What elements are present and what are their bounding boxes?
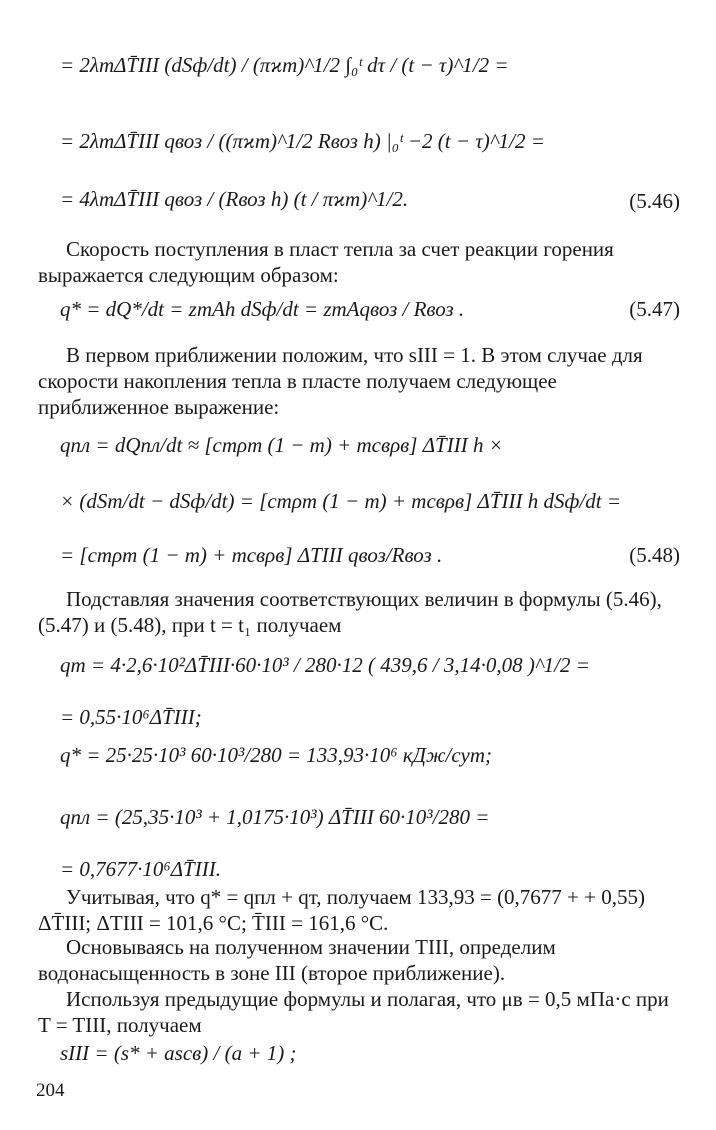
paragraph-water-saturation: Основываясь на полученном значении TIII, определим водонасыщенность в зоне III (второе приближение).: [38, 935, 556, 985]
paragraph-substitution: Подставляя значения соответствующих величин в формулы (5.46), (5.47) и (5.48), при t = t₁ получаем: [38, 587, 662, 637]
paragraph-heat-inflow: Скорость поступления в пласт тепла за счет реакции горения выражается следующим образом:: [38, 237, 614, 287]
paragraph-viscosity: Используя предыдущие формулы и полагая, что μв = 0,5 мПа·с при T = TIII, получаем: [38, 987, 669, 1037]
calc-qpl-result: = 0,7677·10⁶ΔT̄III.: [60, 857, 221, 881]
equation-5-46-line-1: = 2λтΔT̄III (dSф/dt) / (πϰт)^1/2 ∫₀ᵗ dτ / (t − τ)^1/2 =: [60, 53, 509, 77]
equation-5-48-line-2: × (dSт/dt − dSф/dt) = [cтρт (1 − m) + mcвρв] ΔT̄III h dSф/dt =: [60, 489, 622, 513]
calc-qt-result: = 0,55·10⁶ΔT̄III;: [60, 705, 202, 729]
calc-qpl: qпл = (25,35·10³ + 1,0175·10³) ΔT̄III 60·10³/280 =: [60, 805, 490, 829]
paragraph-balance-result: Учитывая, что q* = qпл + qт, получаем 133,93 = (0,7677 + + 0,55) ΔT̄III; ΔTIII = 101,6 °С; T̄III = 161,6 °С.: [38, 885, 645, 935]
equation-number-5-48: (5.48): [629, 543, 680, 567]
equation-5-48-line-1: qпл = dQпл/dt ≈ [cтρт (1 − m) + mcвρв] ΔT̄III h ×: [60, 433, 503, 457]
equation-s-III: sIII = (s* + ascв) / (a + 1) ;: [60, 1041, 297, 1065]
page-number: 204: [36, 1080, 65, 1101]
calc-q-star: q* = 25·25·10³ 60·10³/280 = 133,93·10⁶ кДж/сут;: [60, 743, 493, 767]
equation-5-46-line-2: = 2λтΔT̄III qвоз / ((πϰт)^1/2 Rвоз h) |₀ᵗ −2 (t − τ)^1/2 =: [60, 129, 545, 153]
equation-number-5-46: (5.46): [629, 189, 680, 213]
calc-qt: qт = 4·2,6·10²ΔT̄III·60·10³ / 280·12 ( 439,6 / 3,14·0,08 )^1/2 =: [60, 653, 590, 677]
equation-5-48-line-3: = [cтρт (1 − m) + mcвρв] ΔTIII qвоз/Rвоз .: [60, 543, 443, 567]
equation-5-46-line-3: = 4λтΔT̄III qвоз / (Rвоз h) (t / πϰт)^1/2.: [60, 187, 409, 211]
equation-number-5-47: (5.47): [629, 297, 680, 321]
paragraph-first-approximation: В первом приближении положим, что sIII = 1. В этом случае для скорости накопления тепла в пласте получаем следующее приближенное выражение:: [38, 343, 643, 419]
equation-5-47: q* = dQ*/dt = zтAh dSф/dt = zтAqвоз / Rвоз .: [60, 297, 465, 321]
